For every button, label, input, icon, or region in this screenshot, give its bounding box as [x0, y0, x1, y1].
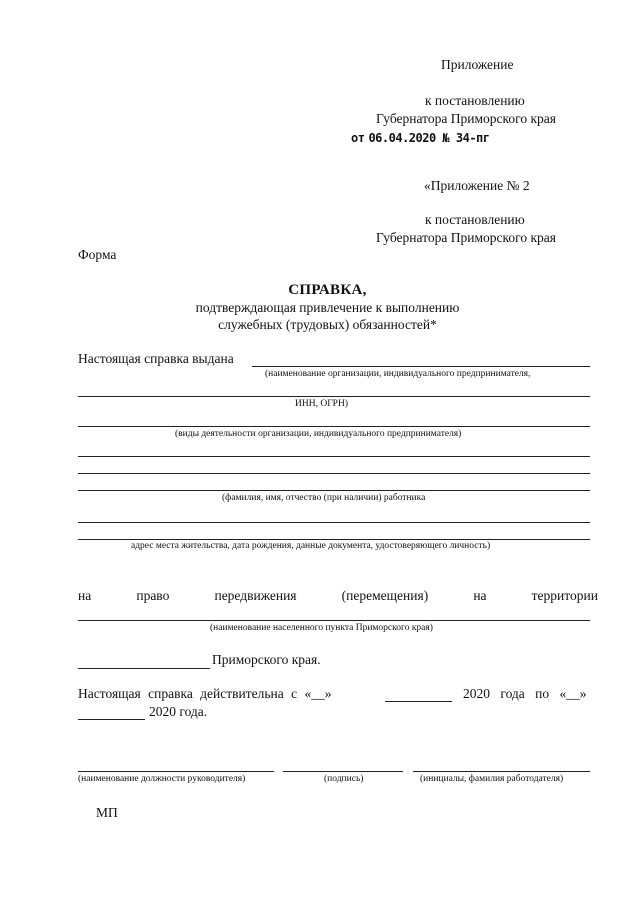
issued-to-line[interactable]	[252, 366, 590, 367]
region-label: Приморского края.	[212, 652, 321, 667]
hint-signature: (подпись)	[324, 774, 364, 784]
locality-line[interactable]	[78, 620, 590, 621]
validity-to-month-line[interactable]	[78, 719, 145, 720]
region-prefix-line[interactable]	[78, 668, 210, 669]
employee-line-3[interactable]	[78, 490, 590, 491]
hint-address: адрес места жительства, дата рождения, данные документа, удостоверяющего личность)	[131, 541, 491, 551]
position-line[interactable]	[78, 771, 274, 772]
validity-year1: 2020 года по «__»	[463, 686, 587, 701]
to-resolution2-label: к постановлению	[425, 212, 525, 227]
hint-initials: (инициалы, фамилия работодателя)	[420, 774, 564, 784]
right-to-move-row	[78, 588, 598, 604]
hint-locality: (наименование населенного пункта Приморского края)	[210, 623, 433, 633]
word-territorii: территории	[531, 588, 598, 603]
word-na-1: на	[78, 588, 92, 603]
date-prefix: от	[351, 131, 365, 145]
hint-fio: (фамилия, имя, отчество (при наличии) работника	[222, 493, 426, 503]
hint-inn: ИНН, ОГРН)	[295, 399, 348, 409]
word-peredvizheniya: передвижения	[214, 588, 297, 603]
resolution-date	[351, 129, 490, 147]
appendix2-label: «Приложение № 2	[424, 178, 530, 193]
issued-to-label: Настоящая справка выдана	[78, 351, 234, 366]
address-line-2[interactable]	[78, 539, 590, 540]
employee-line-2[interactable]	[78, 473, 590, 474]
address-line-1[interactable]	[78, 522, 590, 523]
hint-organization: (наименование организации, индивидуального предпринимателя,	[265, 369, 531, 379]
date-number: 06.04.2020 № 34-пг	[368, 131, 490, 145]
initials-line[interactable]	[413, 771, 590, 772]
signature-line[interactable]	[283, 771, 403, 772]
word-peremeshcheniya: (перемещения)	[341, 588, 429, 603]
word-pravo: право	[136, 588, 170, 603]
governor2-label: Губернатора Приморского края	[376, 230, 556, 245]
hint-position: (наименование должности руководителя)	[78, 774, 246, 784]
validity-start: Настоящая справка действительна с «__»	[78, 686, 332, 701]
org-line-2[interactable]	[78, 396, 590, 397]
document-subtitle-1: подтверждающая привлечение к выполнению	[195, 300, 460, 315]
employee-line-1[interactable]	[78, 456, 590, 457]
form-label: Форма	[78, 247, 117, 262]
document-subtitle-2: служебных (трудовых) обязанностей*	[218, 317, 437, 332]
hint-activity: (виды деятельности организации, индивидуального предпринимателя)	[175, 429, 462, 439]
stamp-place-label: МП	[96, 805, 118, 820]
appendix-label: Приложение	[441, 57, 514, 72]
validity-from-month-line[interactable]	[385, 701, 452, 702]
activity-line[interactable]	[78, 426, 590, 427]
word-na-2: на	[473, 588, 487, 603]
document-title: СПРАВКА,	[288, 282, 367, 298]
validity-year2: 2020 года.	[149, 704, 208, 719]
governor-label: Губернатора Приморского края	[376, 111, 556, 126]
to-resolution-label: к постановлению	[425, 93, 525, 108]
